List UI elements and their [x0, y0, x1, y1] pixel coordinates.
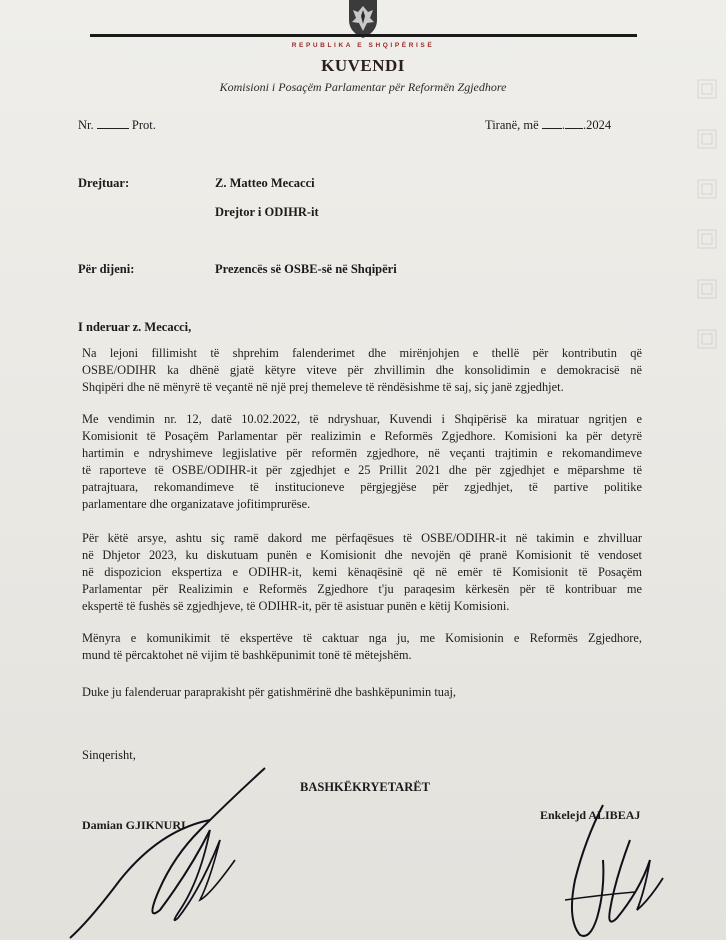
place-date-prefix: Tiranë, më — [485, 118, 539, 132]
nr-blank — [97, 118, 129, 129]
commission-heading: Komisioni i Posaçëm Parlamentar për Reformën Zgjedhore — [219, 80, 507, 94]
month-blank — [565, 118, 583, 129]
watermark-pattern-icon — [690, 70, 726, 370]
paragraph-line: parlamentare dhe organizatave jofitimprurëse. — [82, 497, 311, 511]
closing-sincerely: Sinqerisht, — [82, 748, 136, 762]
header-rule — [90, 34, 637, 37]
paragraph-line: Me vendimin nr. 12, datë 10.02.2022, të ndryshuar, Kuvendi i Shqipërisë ka miratuar ngritjen e — [82, 412, 642, 426]
date-year: .2024 — [582, 118, 612, 132]
salutation: I nderuar z. Mecacci, — [78, 320, 192, 334]
paragraph-line: Shqipëri dhe në mënyrë të veçantë në një prej themeleve të rëndësishme të saj, siç janë zgjedhjet. — [82, 380, 564, 394]
coat-of-arms-icon — [343, 0, 383, 38]
paragraph-line: Na lejoni fillimisht të shprehim falenderimet dhe mirënjohjen e thellë për kontributin që — [82, 346, 642, 360]
paragraph-line: mund të përcaktohet në vijim të bashkëpunimit tonë të mëtejshëm. — [82, 648, 412, 662]
paragraph-line: patrajtuara, rekomandimeve të institucioneve përgjegjëse për zgjedhjet, të partive politike — [82, 480, 642, 494]
signatory-left: Damian GJIKNURI — [82, 818, 186, 832]
addressee-title: Drejtor i ODIHR-it — [215, 205, 319, 219]
paragraph-line: në Dhjetor 2023, ku diskutuam punën e Komisionit dhe nevojën që pranë Komisionit të vendoset — [82, 548, 642, 562]
body-paragraph-5 — [82, 684, 642, 701]
paragraph-line: Komisionit të Posaçëm Parlamentar për realizimin e Reformës Zgjedhore. Komisioni ka për detyrë — [82, 429, 642, 443]
body-paragraph-4 — [82, 630, 642, 664]
signatory-right: Enkelejd ALIBEAJ — [540, 808, 641, 822]
paragraph-line: Për këtë arsye, ashtu siç ramë dakord me përfaqësues të OSBE/ODIHR-it në takimin e zhvilluar — [82, 531, 642, 545]
place-date: Tiranë, më . .2024 — [485, 118, 612, 132]
paragraph-line: ekspertë të fushës së zgjedhjeve, të ODIHR-it, për të asistuar punën e këtij Komisioni. — [82, 599, 510, 613]
signature-left-icon — [60, 760, 300, 940]
cc-label: Për dijeni: — [78, 262, 135, 276]
paragraph-line: Parlamentar për Realizimin e Reformës Zgjedhore t'ju paraqesim kërkesën për të kontribuar me — [82, 582, 642, 596]
body-paragraph-1 — [82, 345, 642, 396]
body-paragraph-2 — [82, 411, 642, 513]
prot-label: Prot. — [131, 118, 156, 132]
addressee-label: Drejtuar: — [78, 176, 130, 190]
institution-heading: KUVENDI — [321, 56, 405, 75]
reference-number — [78, 118, 156, 133]
republic-heading: REPUBLIKA E SHQIPËRISË — [291, 42, 435, 49]
paragraph-line: OSBE/ODIHR ka dhënë gjatë këtyre viteve për zhvillimin dhe konsolidimin e demokracisë në — [82, 363, 642, 377]
addressee-name: Z. Matteo Mecacci — [215, 176, 315, 190]
co-chairs-label: BASHKËKRYETARËT — [300, 780, 430, 794]
paragraph-line: Duke ju falenderuar paraprakisht për gatishmërinë dhe bashkëpunimin tuaj, — [82, 685, 456, 699]
cc-value: Prezencës së OSBE-së në Shqipëri — [215, 262, 397, 276]
paragraph-line: Mënyra e komunikimit të ekspertëve të caktuar nga ju, me Komisionin e Reformës Zgjedhore, — [82, 631, 642, 645]
day-blank — [542, 118, 562, 129]
nr-label: Nr. — [78, 118, 94, 132]
paragraph-line: hartimin e ndryshimeve legjislative për reformën zgjedhore, në veçanti trajtimin e rekomandimeve — [82, 446, 642, 460]
paragraph-line: të raporteve të OSBE/ODIHR-it për zgjedhjet e 25 Prillit 2021 dhe për zgjedhjet e mëparshme të — [82, 463, 642, 477]
signature-right-icon — [545, 800, 695, 940]
paragraph-line: në dispozicion ekspertiza e ODIHR-it, kemi kënaqësinë që në emër të Komisionit të Posaçëm — [82, 565, 642, 579]
body-paragraph-3 — [82, 530, 642, 615]
